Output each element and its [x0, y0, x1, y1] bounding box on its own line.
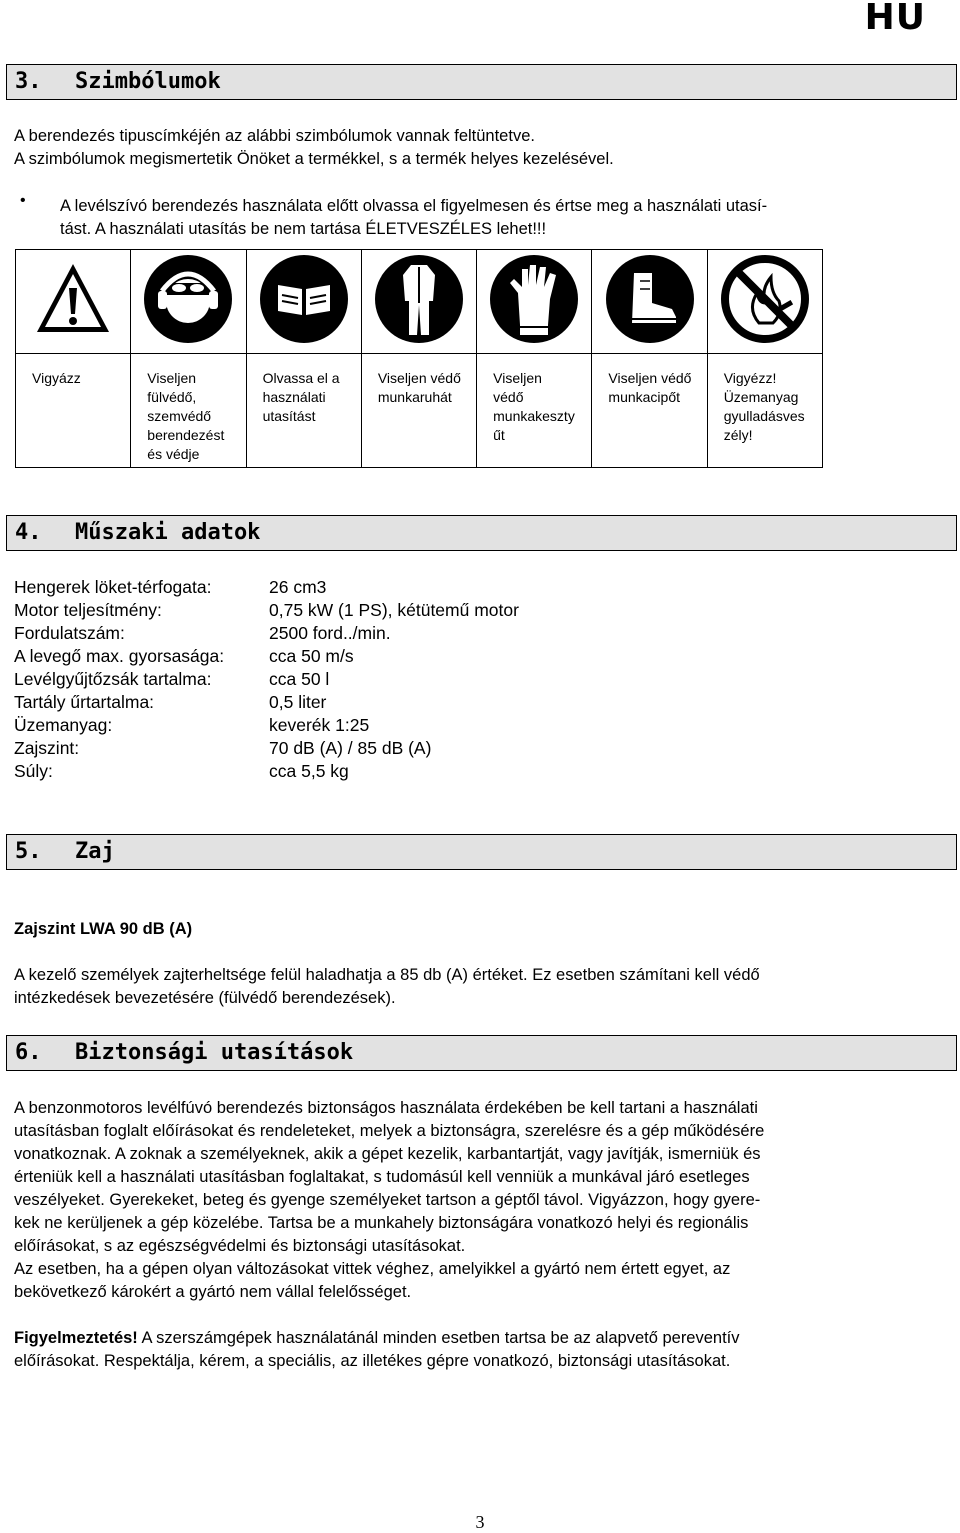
- symbol-caption-line: Viseljen védő: [608, 370, 692, 386]
- symbol-cell: [592, 250, 707, 354]
- safety-line: bekövetkező károkért a gyártó nem vállal felelősséget.: [14, 1283, 412, 1301]
- symbol-caption-line: űt: [493, 427, 505, 443]
- symbol-caption-line: Üzemanyag: [723, 389, 799, 405]
- warning-text: A szerszámgépek használatánál minden esetben tartsa be az alapvető pereventív: [137, 1329, 740, 1347]
- spec-label: Tartály űrtartalma:: [14, 692, 155, 712]
- symbol-caption-line: Olvassa el a: [262, 370, 340, 386]
- symbol-caption: [16, 354, 130, 388]
- safety-line: érteniük kell a használati utasításban foglaltakat, s tudomásúl kell venniük a munkával járó esetleges: [14, 1168, 750, 1186]
- symbol-caption-line: védő: [493, 389, 524, 405]
- symbol-caption-line: és védje: [147, 446, 200, 462]
- spec-value: 2500 ford../min.: [269, 623, 391, 643]
- noise-text-line: A kezelő személyek zajterheltsége felül haladhatja a 85 db (A) értéket. Ez esetben számítani kell védő: [14, 966, 760, 984]
- section-number: 3.: [15, 69, 42, 94]
- intro-line: A szimbólumok megismertetik Önöket a termékkel, s a termék helyes kezelésével.: [14, 150, 614, 168]
- ear-eye-protection-icon: [142, 253, 234, 345]
- spec-label: Üzemanyag:: [14, 715, 113, 735]
- noise-level: Zajszint LWA 90 dB (A): [14, 920, 193, 938]
- bullet-icon: •: [20, 192, 26, 209]
- section-title: Műszaki adatok: [75, 520, 261, 545]
- symbol-caption: [477, 354, 591, 445]
- bullet-line: tást. A használati utasítás be nem tartása ÉLETVESZÉLES lehet!!!: [60, 220, 547, 238]
- symbol-caption-line: utasítást: [262, 408, 316, 424]
- spec-label: Hengerek löket-térfogata:: [14, 577, 212, 597]
- symbol-caption-line: fülvédő,: [147, 389, 197, 405]
- symbol-caption-cell: [246, 354, 361, 468]
- section-number: 5.: [15, 839, 42, 864]
- symbol-cell: [16, 250, 131, 354]
- language-code: HU: [864, 0, 926, 38]
- section-heading-symbols: [6, 64, 957, 100]
- safety-boots-icon: [604, 253, 696, 345]
- symbol-caption-cell: [131, 354, 246, 468]
- symbol-cell: [131, 250, 246, 354]
- safety-line: vonatkoznak. A zoknak a személyeknek, akik a gépet kezelik, karbantartját, vagy javítják, ismerniük és: [14, 1145, 761, 1163]
- symbol-caption-line: munkaruhát: [377, 389, 452, 405]
- safety-line: utasításban foglalt előírásokat és rendeleteket, melyek a biztonságra, szerelésre és a gép működésére: [14, 1122, 765, 1140]
- symbol-cell: [246, 250, 361, 354]
- intro-line: A berendezés tipuscímkéjén az alábbi szimbólumok vannak feltüntetve.: [14, 127, 535, 145]
- symbol-caption-line: zély!: [723, 427, 753, 443]
- symbol-caption: [131, 354, 245, 464]
- spec-label: A levegő max. gyorsasága:: [14, 646, 225, 666]
- page-number: 3: [475, 1512, 485, 1532]
- spec-label: Levélgyűjtőzsák tartalma:: [14, 669, 212, 689]
- symbol-cell: [361, 250, 476, 354]
- protective-gloves-icon: [488, 253, 580, 345]
- spec-label: Motor teljesítmény:: [14, 600, 162, 620]
- safety-line: veszélyeket. Gyerekeket, beteg és gyenge személyeket tartson a géptől távol. Vigyázzon, hogy gyere-: [14, 1191, 761, 1209]
- section-heading-noise: [6, 834, 957, 870]
- symbol-caption-line: Vigyézz!: [723, 370, 777, 386]
- section-title: Zaj: [75, 839, 115, 864]
- section-title: Szimbólumok: [75, 69, 221, 94]
- spec-value: 70 dB (A) / 85 dB (A): [269, 738, 432, 758]
- symbol-caption-line: munkakeszty: [493, 408, 575, 424]
- spec-value: 0,75 kW (1 PS), kétütemű motor: [269, 600, 519, 620]
- spec-value: 0,5 liter: [269, 692, 327, 712]
- spec-value: 26 cm3: [269, 577, 327, 597]
- symbol-caption: [362, 354, 476, 407]
- warning-line: [14, 1327, 934, 1350]
- section-number: 6.: [15, 1040, 42, 1065]
- spec-value: cca 5,5 kg: [269, 761, 349, 781]
- symbol-caption-cell: [477, 354, 592, 468]
- symbol-caption-cell: [361, 354, 476, 468]
- safety-line: előírásokat, s az egészségvédelmi és biztonsági utasításokat.: [14, 1237, 466, 1255]
- safety-line: kek ne kerüljenek a gép közelébe. Tartsa be a munkahely biztonságára vonatkozó helyi és regionális: [14, 1214, 749, 1232]
- read-manual-icon: [258, 253, 350, 345]
- symbol-caption-cell: [16, 354, 131, 468]
- spec-label: Zajszint:: [14, 738, 80, 758]
- symbol-caption-line: Viseljen: [147, 370, 197, 386]
- symbol-cell: [477, 250, 592, 354]
- protective-clothing-icon: [373, 253, 465, 345]
- safety-line: Az esetben, ha a gépen olyan változásokat vittek véghez, amelyikkel a gyártó nem értett egyet, az: [14, 1260, 731, 1278]
- no-fire-icon: [719, 253, 811, 345]
- symbol-cell: [707, 250, 822, 354]
- symbol-caption-cell: [592, 354, 707, 468]
- symbol-caption-line: munkacipőt: [608, 389, 680, 405]
- symbol-caption-line: Vigyázz: [32, 370, 81, 386]
- symbol-caption-line: használati: [262, 389, 326, 405]
- spec-label: Súly:: [14, 761, 53, 781]
- warning-line: előírásokat. Respektálja, kérem, a speciális, az illetékes gépre vonatkozó, biztonsági utasításokat.: [14, 1352, 731, 1370]
- section-heading-safety: [6, 1035, 957, 1071]
- symbol-caption-cell: [707, 354, 822, 468]
- spec-value: keverék 1:25: [269, 715, 370, 735]
- safety-line: A benzonmotoros levélfúvó berendezés biztonságos használata érdekében be kell tartani a használati: [14, 1099, 758, 1117]
- symbol-caption-line: gyulladásves: [723, 408, 805, 424]
- symbols-table: [15, 249, 823, 468]
- section-title: Biztonsági utasítások: [75, 1040, 354, 1065]
- section-heading-technical-data: [6, 515, 957, 551]
- warning-triangle-icon: [32, 258, 114, 340]
- symbol-caption-line: szemvédő: [147, 408, 212, 424]
- symbol-caption: [592, 354, 706, 407]
- symbol-caption: [247, 354, 361, 426]
- bullet-line: A levélszívó berendezés használata előtt olvassa el figyelmesen és értse meg a használati utasí-: [60, 197, 768, 215]
- section-number: 4.: [15, 520, 42, 545]
- spec-value: cca 50 l: [269, 669, 330, 689]
- symbol-caption-line: berendezést: [147, 427, 225, 443]
- noise-text-line: intézkedések bevezetésére (fülvédő berendezések).: [14, 989, 396, 1007]
- symbol-caption-line: Viseljen védő: [377, 370, 461, 386]
- warning-label: Figyelmeztetés!: [14, 1329, 138, 1347]
- spec-value: cca 50 m/s: [269, 646, 354, 666]
- symbol-caption-line: Viseljen: [493, 370, 542, 386]
- symbol-caption: [708, 354, 822, 445]
- spec-label: Fordulatszám:: [14, 623, 125, 643]
